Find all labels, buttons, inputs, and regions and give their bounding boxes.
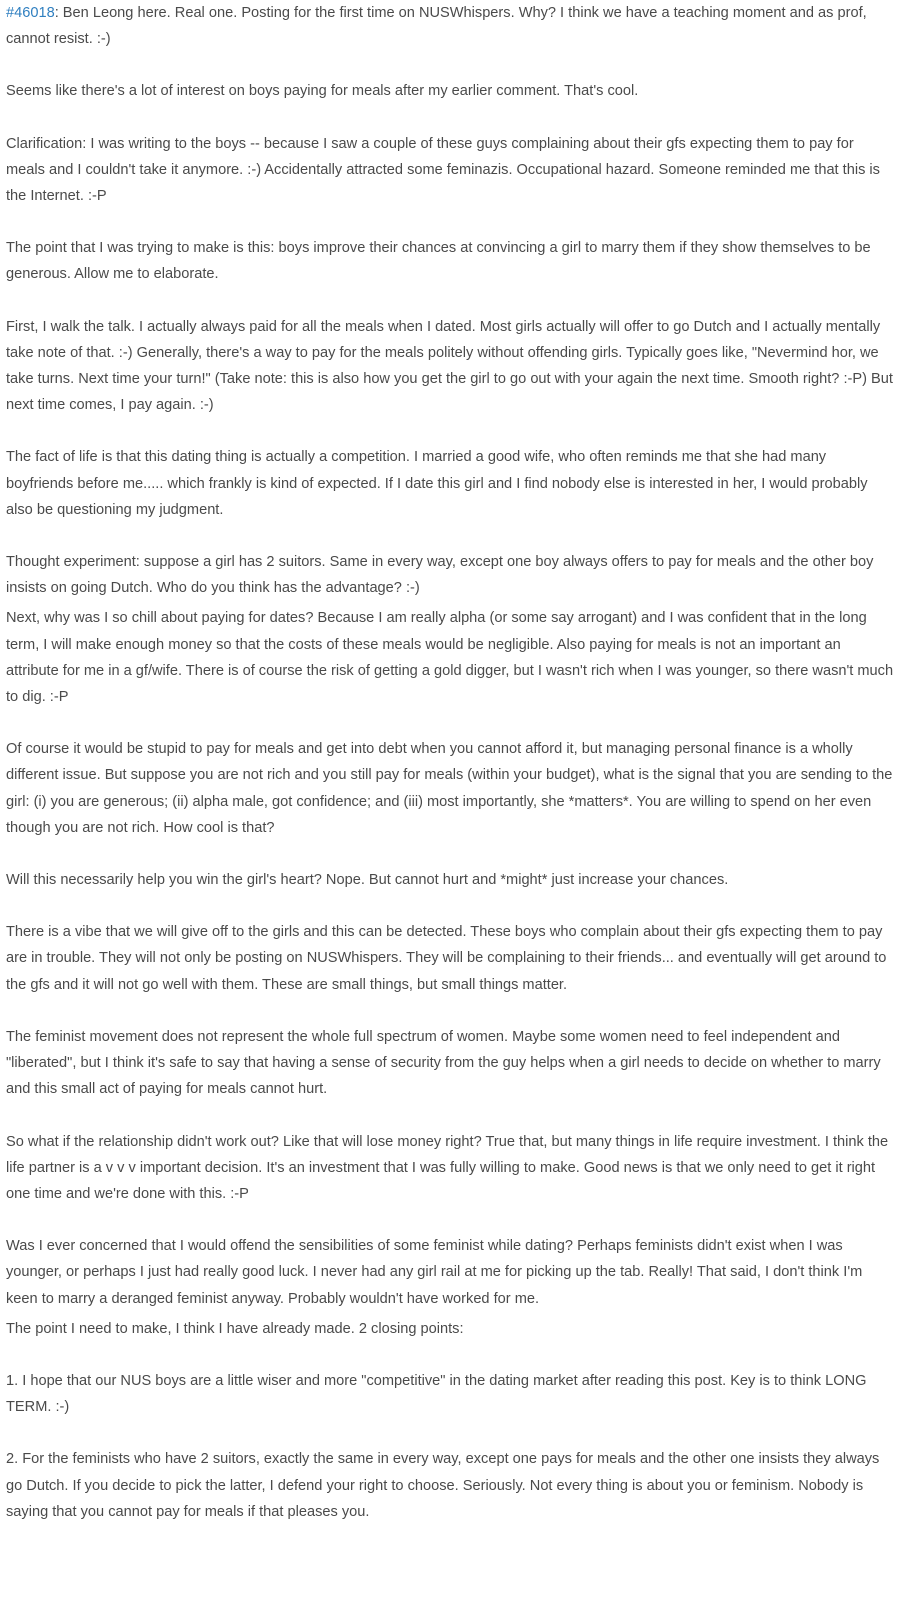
post-paragraph: Will this necessarily help you win the girl's heart? Nope. But cannot hurt and *might* just increase your chances.	[6, 872, 729, 889]
paragraph-spacer	[6, 998, 896, 1024]
paragraph-spacer	[6, 1207, 896, 1233]
post-intro	[6, 0, 896, 52]
post-hashtag-link[interactable]: #46018	[6, 5, 55, 21]
paragraph-spacer	[6, 523, 896, 549]
post-paragraph: Seems like there's a lot of interest on boys paying for meals after my earlier comment. That's cool.	[6, 83, 639, 100]
paragraph-spacer	[6, 710, 896, 736]
closing-point-2: 2. For the feminists who have 2 suitors, exactly the same in every way, except one pays for meals and the other one insists they always go Dutch. If you decide to pick the latter, I defend your right to choose. Seriously. Not every thing is about you or feminism. Nobody is saying that you cannot pay for meals if that pleases you.	[6, 1451, 880, 1520]
paragraph-spacer	[6, 209, 896, 235]
paragraph-spacer	[6, 893, 896, 919]
post-paragraph: Of course it would be stupid to pay for meals and get into debt when you cannot afford it, but managing personal finance is a wholly different issue. But suppose you are not rich and you still pay for meals (within your budget), what is the signal that you are sending to the girl: (i) you are generous; (ii) alpha male, got confidence; and (iii) most importantly, she *matters*. You are willing to spend on her even though you are not rich. How cool is that?	[6, 741, 893, 836]
post-paragraph: The feminist movement does not represent the whole full spectrum of women. Maybe some women need to feel independent and "liberated", but I think it's safe to say that having a sense of security from the guy helps when a girl needs to decide on whether to marry and this small act of paying for meals cannot hurt.	[6, 1028, 881, 1098]
post-paragraph: Next, why was I so chill about paying for dates? Because I am really alpha (or some say arrogant) and I was confident that in the long term, I will make enough money so that the costs of these meals would be negligible. Also paying for meals is not an important an attribute for me in a gf/wife. There is of course the risk of getting a gold digger, but I wasn't rich when I was younger, so there wasn't much to dig. :-P	[6, 610, 894, 706]
paragraph-spacer	[6, 1103, 896, 1129]
paragraph-spacer	[6, 105, 896, 131]
post-paragraph: The point I need to make, I think I have already made. 2 closing points:	[6, 1320, 464, 1337]
post-paragraph: Clarification: I was writing to the boys -- because I saw a couple of these guys complaining about their gfs expecting them to pay for meals and I couldn't take it anymore. :-) Accidentally attracted some feminazis. Occupational hazard. Someone reminded me that this is the Internet. :-P	[6, 135, 880, 205]
paragraph-spacer	[6, 288, 896, 314]
paragraph-spacer	[6, 841, 896, 867]
post-paragraph: Thought experiment: suppose a girl has 2 suitors. Same in every way, except one boy always offers to pay for meals and the other boy insists on going Dutch. Who do you think has the advantage? :-)	[6, 554, 874, 597]
post-paragraph: There is a vibe that we will give off to the girls and this can be detected. These boys who complain about their gfs expecting them to pay are in trouble. They will not only be posting on NUSWhispers. They will be complaining to their friends... and eventually will get around to the gfs and it will not go well with them. These are small things, but small things matter.	[6, 924, 887, 993]
post-paragraph: So what if the relationship didn't work out? Like that will lose money right? True that, but many things in life require investment. I think the life partner is a v v v important decision. It's an investment that I was fully willing to make. Good news is that we only need to get it right one time and we're done with this. :-P	[6, 1133, 889, 1202]
paragraph-spacer	[6, 52, 896, 78]
post-paragraph: Was I ever concerned that I would offend the sensibilities of some feminist while dating? Perhaps feminists didn't exist when I was younger, or perhaps I just had really good luck. I never had any girl rail at me for picking up the tab. Really! That said, I don't think I'm keen to marry a deranged feminist anyway. Probably wouldn't have worked for me.	[6, 1238, 863, 1307]
paragraph-spacer	[6, 418, 896, 444]
closing-point-1: 1. I hope that our NUS boys are a little wiser and more "competitive" in the dating market after reading this post. Key is to think LONG TERM. :-)	[6, 1372, 867, 1416]
post-paragraph: The fact of life is that this dating thing is actually a competition. I married a good wife, who often reminds me that she had many boyfriends before me..... which frankly is kind of expected. If I date this girl and I find nobody else is interested in her, I would probably also be questioning my judgment.	[6, 449, 868, 518]
paragraph-spacer	[6, 1420, 896, 1446]
post-paragraph: The point that I was trying to make is this: boys improve their chances at convincing a girl to marry them if they show themselves to be generous. Allow me to elaborate.	[6, 240, 871, 283]
paragraph-spacer	[6, 1342, 896, 1368]
post-intro-text: : Ben Leong here. Real one. Posting for the first time on NUSWhispers. Why? I think we have a teaching moment and as prof, cannot resist. :-)	[6, 5, 867, 48]
post-paragraph: First, I walk the talk. I actually always paid for all the meals when I dated. Most girls actually will offer to go Dutch and I actually mentally take note of that. :-) Generally, there's a way to pay for the meals politely without offending girls. Typically goes like, "Nevermind hor, we take turns. Next time your turn!" (Take note: this is also how you get the girl to go out with your again the next time. Smooth right? :-P) But next time comes, I pay again. :-)	[6, 318, 893, 414]
